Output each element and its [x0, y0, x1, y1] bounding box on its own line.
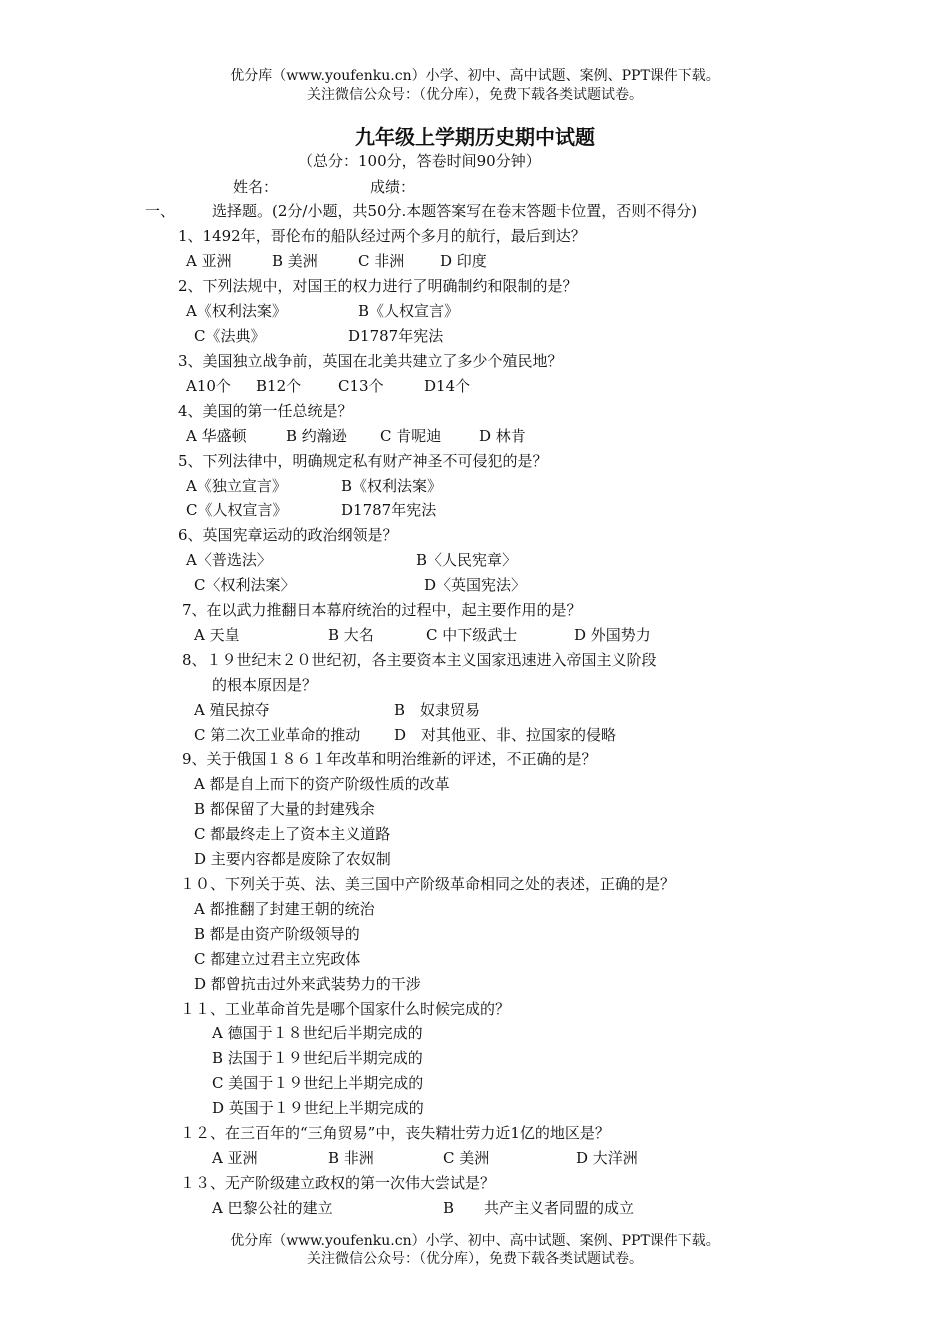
question-3-option-a: A10个: [186, 377, 231, 395]
section-number: 一、: [145, 202, 176, 220]
question-6-option-a: A〈普选法〉: [186, 551, 272, 569]
question-3-option-d: D14个: [424, 377, 471, 395]
question-7-option-c: C 中下级武士: [426, 626, 518, 644]
question-13-option-a: A 巴黎公社的建立: [212, 1199, 333, 1217]
question-5-option-b: B《权利法案》: [341, 477, 443, 495]
header-line-1: 优分库（www.youfenku.cn）小学、初中、高中试题、案例、PPT课件下载。: [230, 68, 720, 84]
footer-line-2: 关注微信公众号：（优分库），免费下载各类试题试卷。: [307, 1251, 643, 1267]
question-8-stem-continued: 的根本原因是？: [212, 676, 318, 694]
question-4-option-a: A 华盛顿: [186, 427, 247, 445]
question-8-option-c: C 第二次工业革命的推动: [194, 726, 361, 744]
question-9-stem: 9、关于俄国１８６１年改革和明治维新的评述，不正确的是？: [182, 750, 597, 768]
question-6-option-c: C〈权利法案〉: [194, 576, 296, 594]
question-4-option-b: B 约瀚逊: [286, 427, 347, 445]
question-10-option-c: C 都建立过君主立宪政体: [194, 950, 361, 968]
question-1-stem: 1、1492年，哥伦布的船队经过两个多月的航行，最后到达？: [178, 227, 586, 245]
question-12-option-d: D 大洋洲: [576, 1149, 638, 1167]
subtitle: （总分：100分，答卷时间90分钟）: [298, 152, 541, 170]
question-6-option-b: B〈人民宪章〉: [416, 551, 518, 569]
question-5-option-a: A《独立宣言》: [186, 477, 287, 495]
question-9-option-d: D 主要内容都是废除了农奴制: [194, 850, 391, 868]
question-2-option-a: A《权利法案》: [186, 302, 287, 320]
question-9-option-c: C 都最终走上了资本主义道路: [194, 825, 391, 843]
question-5-option-d: D1787年宪法: [341, 501, 437, 519]
question-3-option-c: C13个: [338, 377, 384, 395]
question-4-option-c: C 肯呢迪: [380, 427, 442, 445]
question-12-option-c: C 美洲: [443, 1149, 490, 1167]
question-10-option-d: D 都曾抗击过外来武装势力的干涉: [194, 975, 421, 993]
question-10-option-a: A 都推翻了封建王朝的统治: [194, 900, 375, 918]
question-4-stem: 4、美国的第一任总统是？: [178, 402, 353, 420]
score-label: 成绩：: [370, 178, 416, 196]
question-1-option-a: A 亚洲: [186, 252, 232, 270]
question-9-option-b: B 都保留了大量的封建残余: [194, 800, 375, 818]
question-11-stem: １１、工业革命首先是哪个国家什么时候完成的？: [180, 1000, 511, 1018]
question-3-stem: 3、美国独立战争前，英国在北美共建立了多少个殖民地？: [178, 352, 563, 370]
question-6-option-d: D〈英国宪法〉: [424, 576, 527, 594]
question-8-option-a: A 殖民掠夺: [194, 701, 270, 719]
question-11-option-b: B 法国于１９世纪后半期完成的: [212, 1049, 423, 1067]
header-line-2: 关注微信公众号：（优分库），免费下载各类试题试卷。: [307, 87, 643, 103]
question-4-option-d: D 林肯: [479, 427, 526, 445]
question-11-option-d: D 英国于１９世纪上半期完成的: [212, 1099, 424, 1117]
question-7-option-a: A 天皇: [194, 626, 240, 644]
section-heading: 选择题。(2分/小题，共50分.本题答案写在卷末答题卡位置，否则不得分): [212, 202, 698, 220]
question-7-stem: 7、在以武力推翻日本幕府统治的过程中，起主要作用的是？: [182, 601, 582, 619]
name-label: 姓名：: [233, 178, 279, 196]
question-5-option-c: C《人权宣言》: [186, 501, 288, 519]
question-13-option-b: B 共产主义者同盟的成立: [443, 1199, 635, 1217]
question-1-option-d: D 印度: [440, 252, 487, 270]
question-12-stem: １２、在三百年的“三角贸易”中，丧失精壮劳力近1亿的地区是？: [180, 1124, 610, 1142]
question-2-option-c: C《法典》: [194, 327, 266, 345]
question-2-option-d: D1787年宪法: [348, 327, 444, 345]
question-8-stem: 8、１９世纪末２０世纪初，各主要资本主义国家迅速进入帝国主义阶段: [182, 651, 657, 669]
question-2-stem: 2、下列法规中，对国王的权力进行了明确制约和限制的是？: [178, 277, 578, 295]
question-10-option-b: B 都是由资产阶级领导的: [194, 925, 360, 943]
question-1-option-b: B 美洲: [272, 252, 318, 270]
question-10-stem: １０、下列关于英、法、美三国中产阶级革命相同之处的表述，正确的是？: [180, 875, 676, 893]
question-2-option-b: B《人权宣言》: [358, 302, 460, 320]
question-3-option-b: B12个: [256, 377, 302, 395]
question-7-option-d: D 外国势力: [574, 626, 651, 644]
question-7-option-b: B 大名: [328, 626, 374, 644]
question-13-stem: １３、无产阶级建立政权的第一次伟大尝试是？: [180, 1174, 496, 1192]
question-8-option-b: B 奴隶贸易: [394, 701, 481, 719]
question-1-option-c: C 非洲: [358, 252, 405, 270]
question-12-option-b: B 非洲: [328, 1149, 374, 1167]
page-title: 九年级上学期历史期中试题: [355, 125, 595, 149]
question-11-option-c: C 美国于１９世纪上半期完成的: [212, 1074, 424, 1092]
question-6-stem: 6、英国宪章运动的政治纲领是？: [178, 526, 398, 544]
question-8-option-d: D 对其他亚、非、拉国家的侵略: [394, 726, 617, 744]
question-5-stem: 5、下列法律中，明确规定私有财产神圣不可侵犯的是？: [178, 452, 548, 470]
question-12-option-a: A 亚洲: [212, 1149, 258, 1167]
question-11-option-a: A 德国于１８世纪后半期完成的: [212, 1024, 423, 1042]
question-9-option-a: A 都是自上而下的资产阶级性质的改革: [194, 775, 450, 793]
footer-line-1: 优分库（www.youfenku.cn）小学、初中、高中试题、案例、PPT课件下载。: [230, 1233, 720, 1249]
